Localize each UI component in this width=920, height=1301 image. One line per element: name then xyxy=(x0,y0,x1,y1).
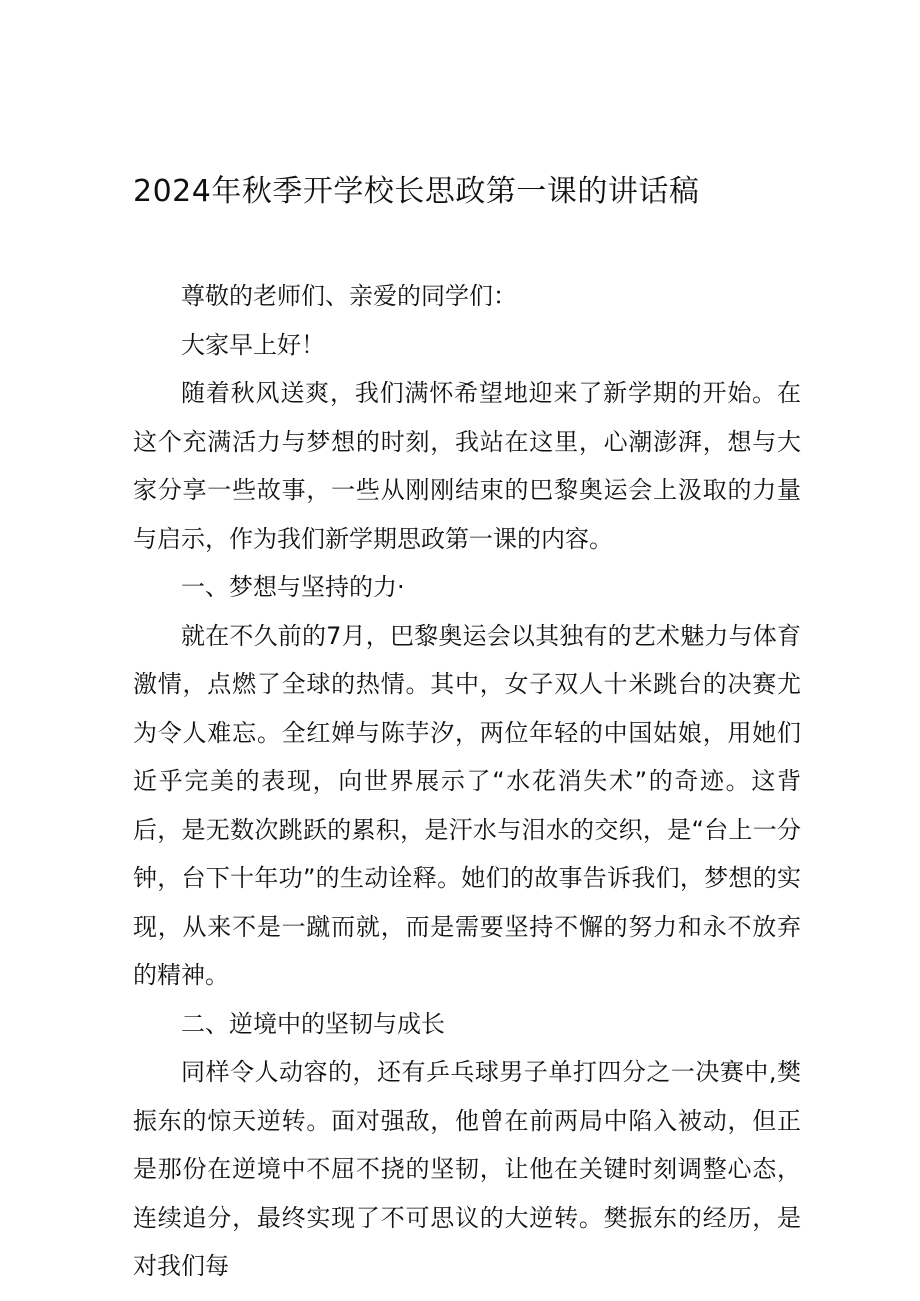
document-title: 2024年秋季开学校长思政第一课的讲话稿 xyxy=(133,174,700,209)
intro-paragraph: 随着秋风送爽，我们满怀希望地迎来了新学期的开始。在这个充满活力与梦想的时刻，我站在这里，心潮澎湃，想与大家分享一些故事，一些从刚刚结束的巴黎奥运会上汲取的力量与启示，作为我们新学期思政第一课的内容。 xyxy=(133,379,801,553)
document-body xyxy=(133,272,801,1291)
salutation: 尊敬的老师们、亲爱的同学们： xyxy=(181,282,517,310)
section-1-heading: 一、梦想与坚持的力· xyxy=(181,573,405,601)
greeting: 大家早上好！ xyxy=(181,330,325,359)
section-1-paragraph: 就在不久前的7月，巴黎奥运会以其独有的艺术魅力与体育激情，点燃了全球的热情。其中，女子双人十米跳台的决赛尤为令人难忘。全红婵与陈芋汐，两位年轻的中国姑娘，用她们近乎完美的表现，向世界展示了“水花消失术”的奇迹。这背后，是无数次跳跃的累积，是汗水与泪水的交织，是“台上一分钟，台下十年功”的生动诠释。她们的故事告诉我们，梦想的实现，从来不是一蹴而就，而是需要坚持不懈的努力和永不放弃的精神。 xyxy=(133,621,801,989)
section-2-heading: 二、逆境中的坚韧与成长 xyxy=(181,1009,445,1038)
section-2-paragraph: 同样令人动容的，还有乒乓球男子单打四分之一决赛中,樊振东的惊天逆转。面对强敌，他曾在前两局中陷入被动，但正是那份在逆境中不屈不挠的坚韧，让他在关键时刻调整心态，连续追分，最终实现了不可思议的大逆转。樊振东的经历，是对我们每 xyxy=(133,1058,801,1280)
